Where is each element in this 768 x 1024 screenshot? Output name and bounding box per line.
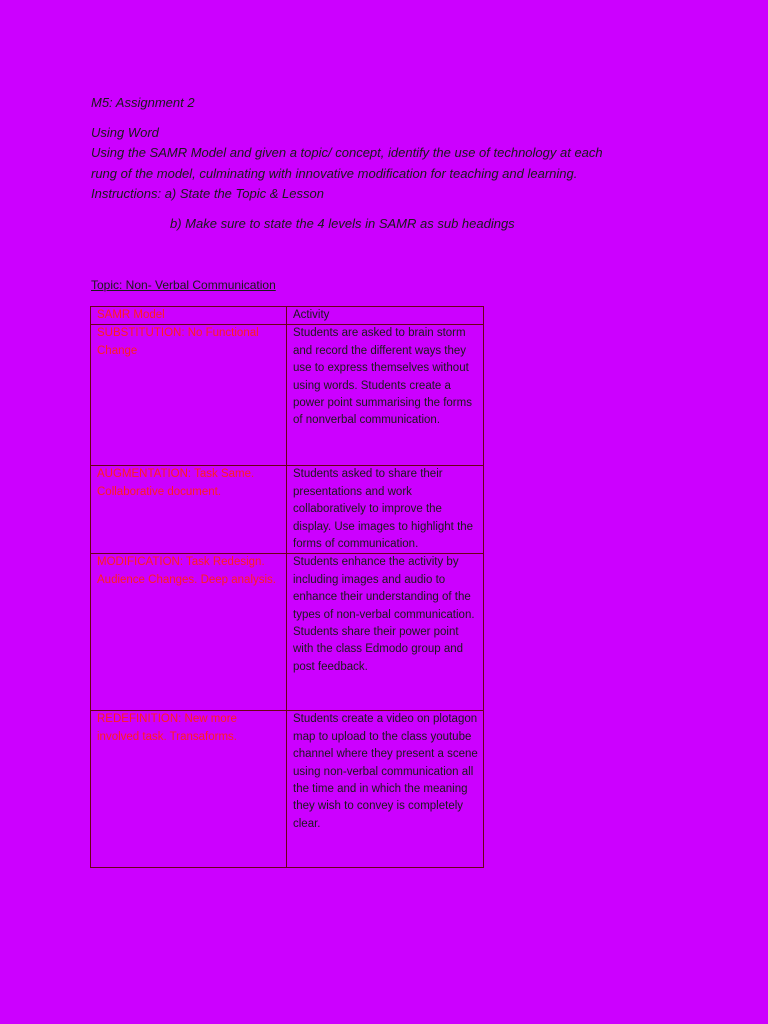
topic-heading: Topic: Non- Verbal Communication bbox=[91, 278, 276, 292]
task-description-line-1: Using the SAMR Model and given a topic/ concept, identify the use of technology at each bbox=[91, 145, 603, 160]
instructions-a: Instructions: a) State the Topic & Lesson bbox=[91, 186, 324, 201]
table-header-row bbox=[91, 307, 484, 325]
table-row bbox=[91, 325, 484, 466]
samr-level-augmentation: AUGMENTATION: Task Same. Collaborative document. bbox=[91, 466, 287, 554]
table-row bbox=[91, 466, 484, 554]
samr-level-substitution: SUBSTITUTION: No Functional Change bbox=[91, 325, 287, 466]
activity-redefinition: Students create a video on plotagon map to upload to the class youtube channel where they present a scene using non-verbal communication all the time and in which the meaning they wish to convey is completely clear. bbox=[287, 711, 484, 868]
using-word-line: Using Word bbox=[91, 124, 159, 140]
activity-augmentation: Students asked to share their presentations and work collaboratively to improve the display. Use images to highlight the forms of communication. bbox=[287, 466, 484, 554]
header-samr-model: SAMR Model bbox=[91, 307, 287, 325]
activity-substitution: Students are asked to brain storm and record the different ways they use to express themselves without using words. Students create a power point summarising the forms of nonverbal communication. bbox=[287, 325, 484, 466]
samr-level-modification: MODIFICATION: Task Redesign. Audience Changes. Deep analysis. bbox=[91, 554, 287, 711]
instructions-b: b) Make sure to state the 4 levels in SAMR as sub headings bbox=[170, 216, 515, 231]
table-row bbox=[91, 554, 484, 711]
header-activity: Activity bbox=[287, 307, 484, 325]
task-description-line-2: rung of the model, culminating with innovative modification for teaching and learning. bbox=[91, 165, 578, 181]
samr-table bbox=[90, 306, 484, 868]
samr-level-redefinition: REDEFINITION: New more involved task. Transaforms. bbox=[91, 711, 287, 868]
table-row bbox=[91, 711, 484, 868]
activity-modification: Students enhance the activity by including images and audio to enhance their understanding of the types of non-verbal communication. Students share their power point with the class Edmodo group and post feedback. bbox=[287, 554, 484, 711]
assignment-heading bbox=[91, 93, 691, 205]
assignment-title: M5: Assignment 2 bbox=[91, 95, 195, 110]
